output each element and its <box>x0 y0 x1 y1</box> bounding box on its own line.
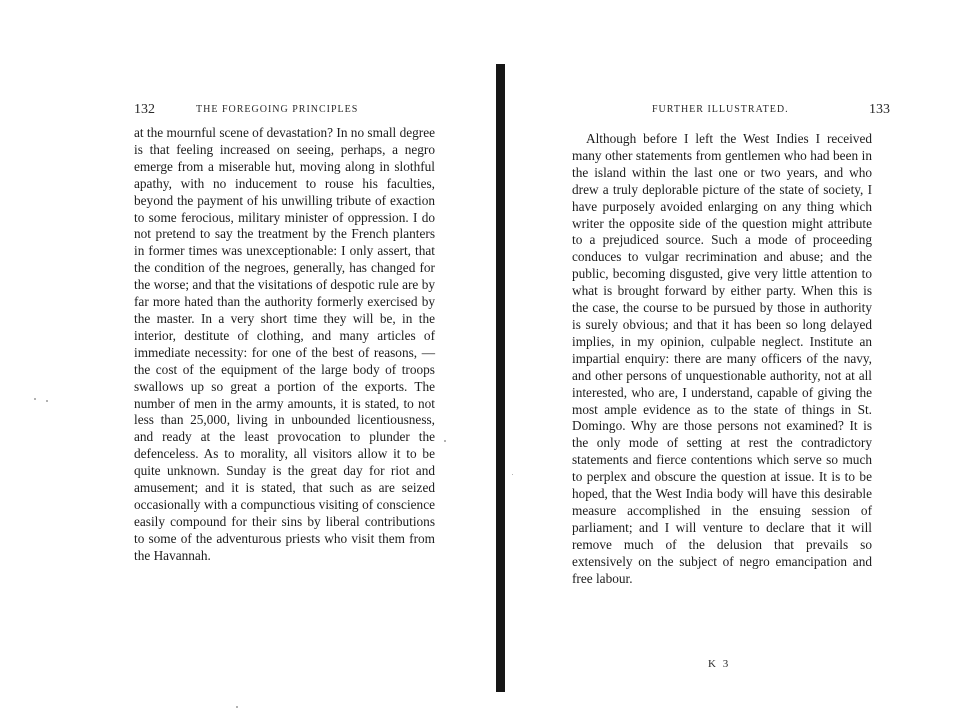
right-page <box>504 0 980 720</box>
paper-speck <box>512 474 513 475</box>
paper-speck <box>34 398 36 400</box>
right-running-head: FURTHER ILLUSTRATED. <box>652 104 789 115</box>
right-paragraph: Although before I left the West Indies I received many other statements from gentlemen who had been in the island within the last one or two years, and who drew a truly deplorable picture of the state of society, I have purposely avoided enlarging on any thing which writer the opposite side of the question might attribute to a prejudiced source. Such a mode of proceeding conduces to vulgar recrimination and abuse; and the public, becoming disgusted, give very little attention to what is brought forward by either party. When this is the case, the course to be pursued by those in authority is surely obvious; and that it has been so long delayed implies, in my opinion, culpable neglect. Institute an impartial enquiry: there are many officers of the navy, and other persons of unquestionable authority, not at all interested, who are, I understand, capable of giving the most ample evidence as to the state of things in St. Domingo. Why are those persons not examined? It is the only mode of setting at rest the contradictory statements and fierce contentions which serve so much to perplex and obscure the question at issue. It is to be hoped, that the West India body will have this desirable measure accomplished in the ensuing session of parliament; and I will venture to declare that it will remove much of the delusion that prevails so extensively on the subject of negro emancipation and free labour. <box>572 131 872 586</box>
right-page-number: 133 <box>869 102 890 117</box>
paper-speck <box>444 440 446 442</box>
right-body-text <box>572 131 872 587</box>
left-page-number: 132 <box>134 102 155 117</box>
paper-speck <box>236 706 238 708</box>
left-running-head: THE FOREGOING PRINCIPLES <box>196 104 359 115</box>
signature-mark: K 3 <box>708 658 731 670</box>
left-paragraph: at the mournful scene of devastation? In no small degree is that feeling increased on seeing, perhaps, a negro emerge from a miserable hut, moving along in slothful apathy, with no inducement to rouse his faculties, beyond the payment of his unwilling tribute of exaction to some ferocious, military minister of oppression. I do not pretend to say the treatment by the French planters in former times was unexceptionable: I only assert, that the condition of the negroes, generally, has changed for the worse; and that the visitations of despotic rule are by far more hated than the authority formerly exercised by the master. In a very short time they will be, in the interior, destitute of clothing, and many articles of immediate necessity: for one of the best of reasons, — the cost of the equipment of the large body of troops swallows up so great a portion of the exports. The number of men in the army amounts, it is stated, to not less than 25,000, living in unbounded licentiousness, and ready at the least provocation to plunder the defenceless. As to morality, all visitors allow it to be quite unknown. Sunday is the great day for riot and amusement; and it is stated, that such as are seized occasionally with a compunctious visiting of conscience easily compound for their sins by liberal contributions to some of the adventurous priests who visit them from the Havannah. <box>134 125 435 563</box>
left-body-text <box>134 125 435 565</box>
paper-speck <box>46 400 48 402</box>
